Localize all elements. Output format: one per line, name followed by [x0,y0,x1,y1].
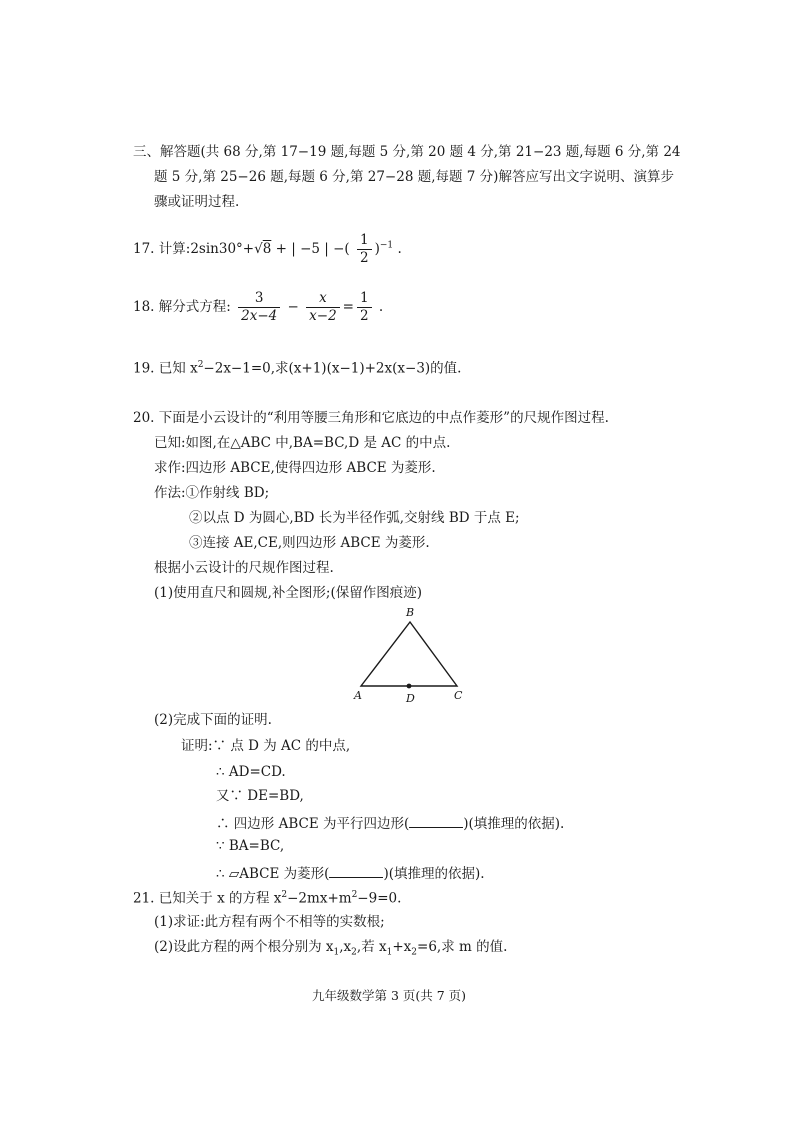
question-number: 18. [133,298,155,315]
question-18 [133,290,383,325]
question-17: 17. 计算:2sin30°+√8 + | −5 | −( $\frac{1}{2}$ )$^{-1}$ . [133,232,402,266]
question-text: −2mx+m [287,890,352,907]
page-footer: 九年级数学第 3 页(共 7 页) [312,988,467,1003]
triangle-figure [350,602,470,708]
q21-part-1: (1)求证:此方程有两个不相等的实数根; [154,914,385,930]
subscript: 2 [411,947,418,958]
question-text: −9=0. [357,890,402,907]
q20-proof-4 [216,815,564,832]
q20-part-2: (2)完成下面的证明. [154,712,272,728]
subscript: 1 [386,947,393,958]
question-text: −2x−1=0,求(x+1)(x−1)+2x(x−3)的值. [203,360,462,377]
question-label: 计算: [158,240,191,257]
q20-step-3: ③连接 AE,CE,则四边形 ABCE 为菱形. [189,535,430,551]
subscript: 2 [351,947,357,958]
proof-text: ∴ 四边形 ABCE 为平行四边形( [216,816,410,832]
q20-proof-5: ∵ BA=BC, [216,838,285,854]
section-heading-line-1: 三、解答题(共 68 分,第 17−19 题,每题 5 分,第 20 题 4 分,第 21−23 题,每题 6 分,第 24 [133,144,681,160]
answer-blank[interactable] [329,865,383,878]
question-20-intro [133,412,609,426]
proof-text: ∴ ▱ABCE 为菱形( [216,866,330,882]
label-c: C [454,689,463,702]
period: . [378,298,384,315]
question-number: 19. [133,360,155,377]
question-19 [133,361,461,376]
q20-task: 求作:四边形 ABCE,使得四边形 ABCE 为菱形. [154,460,436,476]
expr-part: ) [374,240,380,257]
question-number: 17. [133,240,155,257]
exponent: −1 [379,240,394,251]
question-number: 21. [133,890,155,907]
expr-part: + | −5 | −( [275,240,350,257]
q20-according: 根据小云设计的尺规作图过程. [154,560,334,576]
answer-blank[interactable] [409,815,463,828]
midpoint-d [407,684,412,689]
q21-part-2 [154,941,507,958]
subscript: 1 [333,947,340,958]
question-21 [133,891,401,906]
section-heading-line-3: 骤或证明过程. [154,194,240,210]
minus-sign: − [287,298,299,315]
question-number: 20. [133,410,155,426]
label-b: B [406,606,415,619]
q20-known: 已知:如图,在△ABC 中,BA=BC,D 是 AC 的中点. [154,435,451,451]
fraction-1: $\frac{3}{2x-4}$ [238,290,280,325]
proof-text: )(填推理的依据). [463,816,565,832]
section-heading-line-2: 题 5 分,第 25−26 题,每题 6 分,第 27−28 题,每题 7 分)解答应写出文字说明、演算步 [154,169,674,185]
question-text: 下面是小云设计的“利用等腰三角形和它底边的中点作菱形”的尺规作图过程. [158,410,609,426]
q20-proof-2: ∴ AD=CD. [216,764,286,780]
triangle-abc [361,622,457,686]
part-text: (2)设此方程的两个根分别为 x [154,939,334,955]
question-text: 已知 x [158,360,198,377]
radicand: 8 [262,240,272,257]
part-text: =6,求 m 的值. [417,939,508,955]
period: . [397,240,402,257]
q20-proof-3: 又∵ DE=BD, [216,788,304,804]
fraction-half: $\frac{1}{2}$ [357,232,372,267]
superscript: 2 [351,890,358,900]
superscript: 2 [281,890,288,900]
q20-step-2: ②以点 D 为圆心,BD 长为半径作弧,交射线 BD 于点 E; [189,510,520,526]
equals-sign: = [342,298,354,315]
q20-proof-6 [216,865,485,882]
q20-proof-1: 证明:∵ 点 D 为 AC 的中点, [181,738,351,754]
part-text: +x [392,939,412,955]
proof-text: )(填推理的依据). [383,866,485,882]
q20-method: 作法:①作射线 BD; [154,485,270,501]
label-a: A [354,689,362,702]
question-label: 解分式方程: [158,298,231,315]
expr-part: 2sin30°+ [190,240,255,257]
fraction-2: $\frac{x}{x-2}$ [306,290,340,325]
label-d: D [406,692,415,705]
superscript: 2 [197,360,204,370]
q20-part-1: (1)使用直尺和圆规,补全图形;(保留作图痕迹) [154,585,422,601]
part-text: ,若 x [356,939,387,955]
fraction-3: $\frac{1}{2}$ [357,290,372,325]
question-text: 已知关于 x 的方程 x [158,890,282,907]
part-text: ,x [339,939,352,955]
